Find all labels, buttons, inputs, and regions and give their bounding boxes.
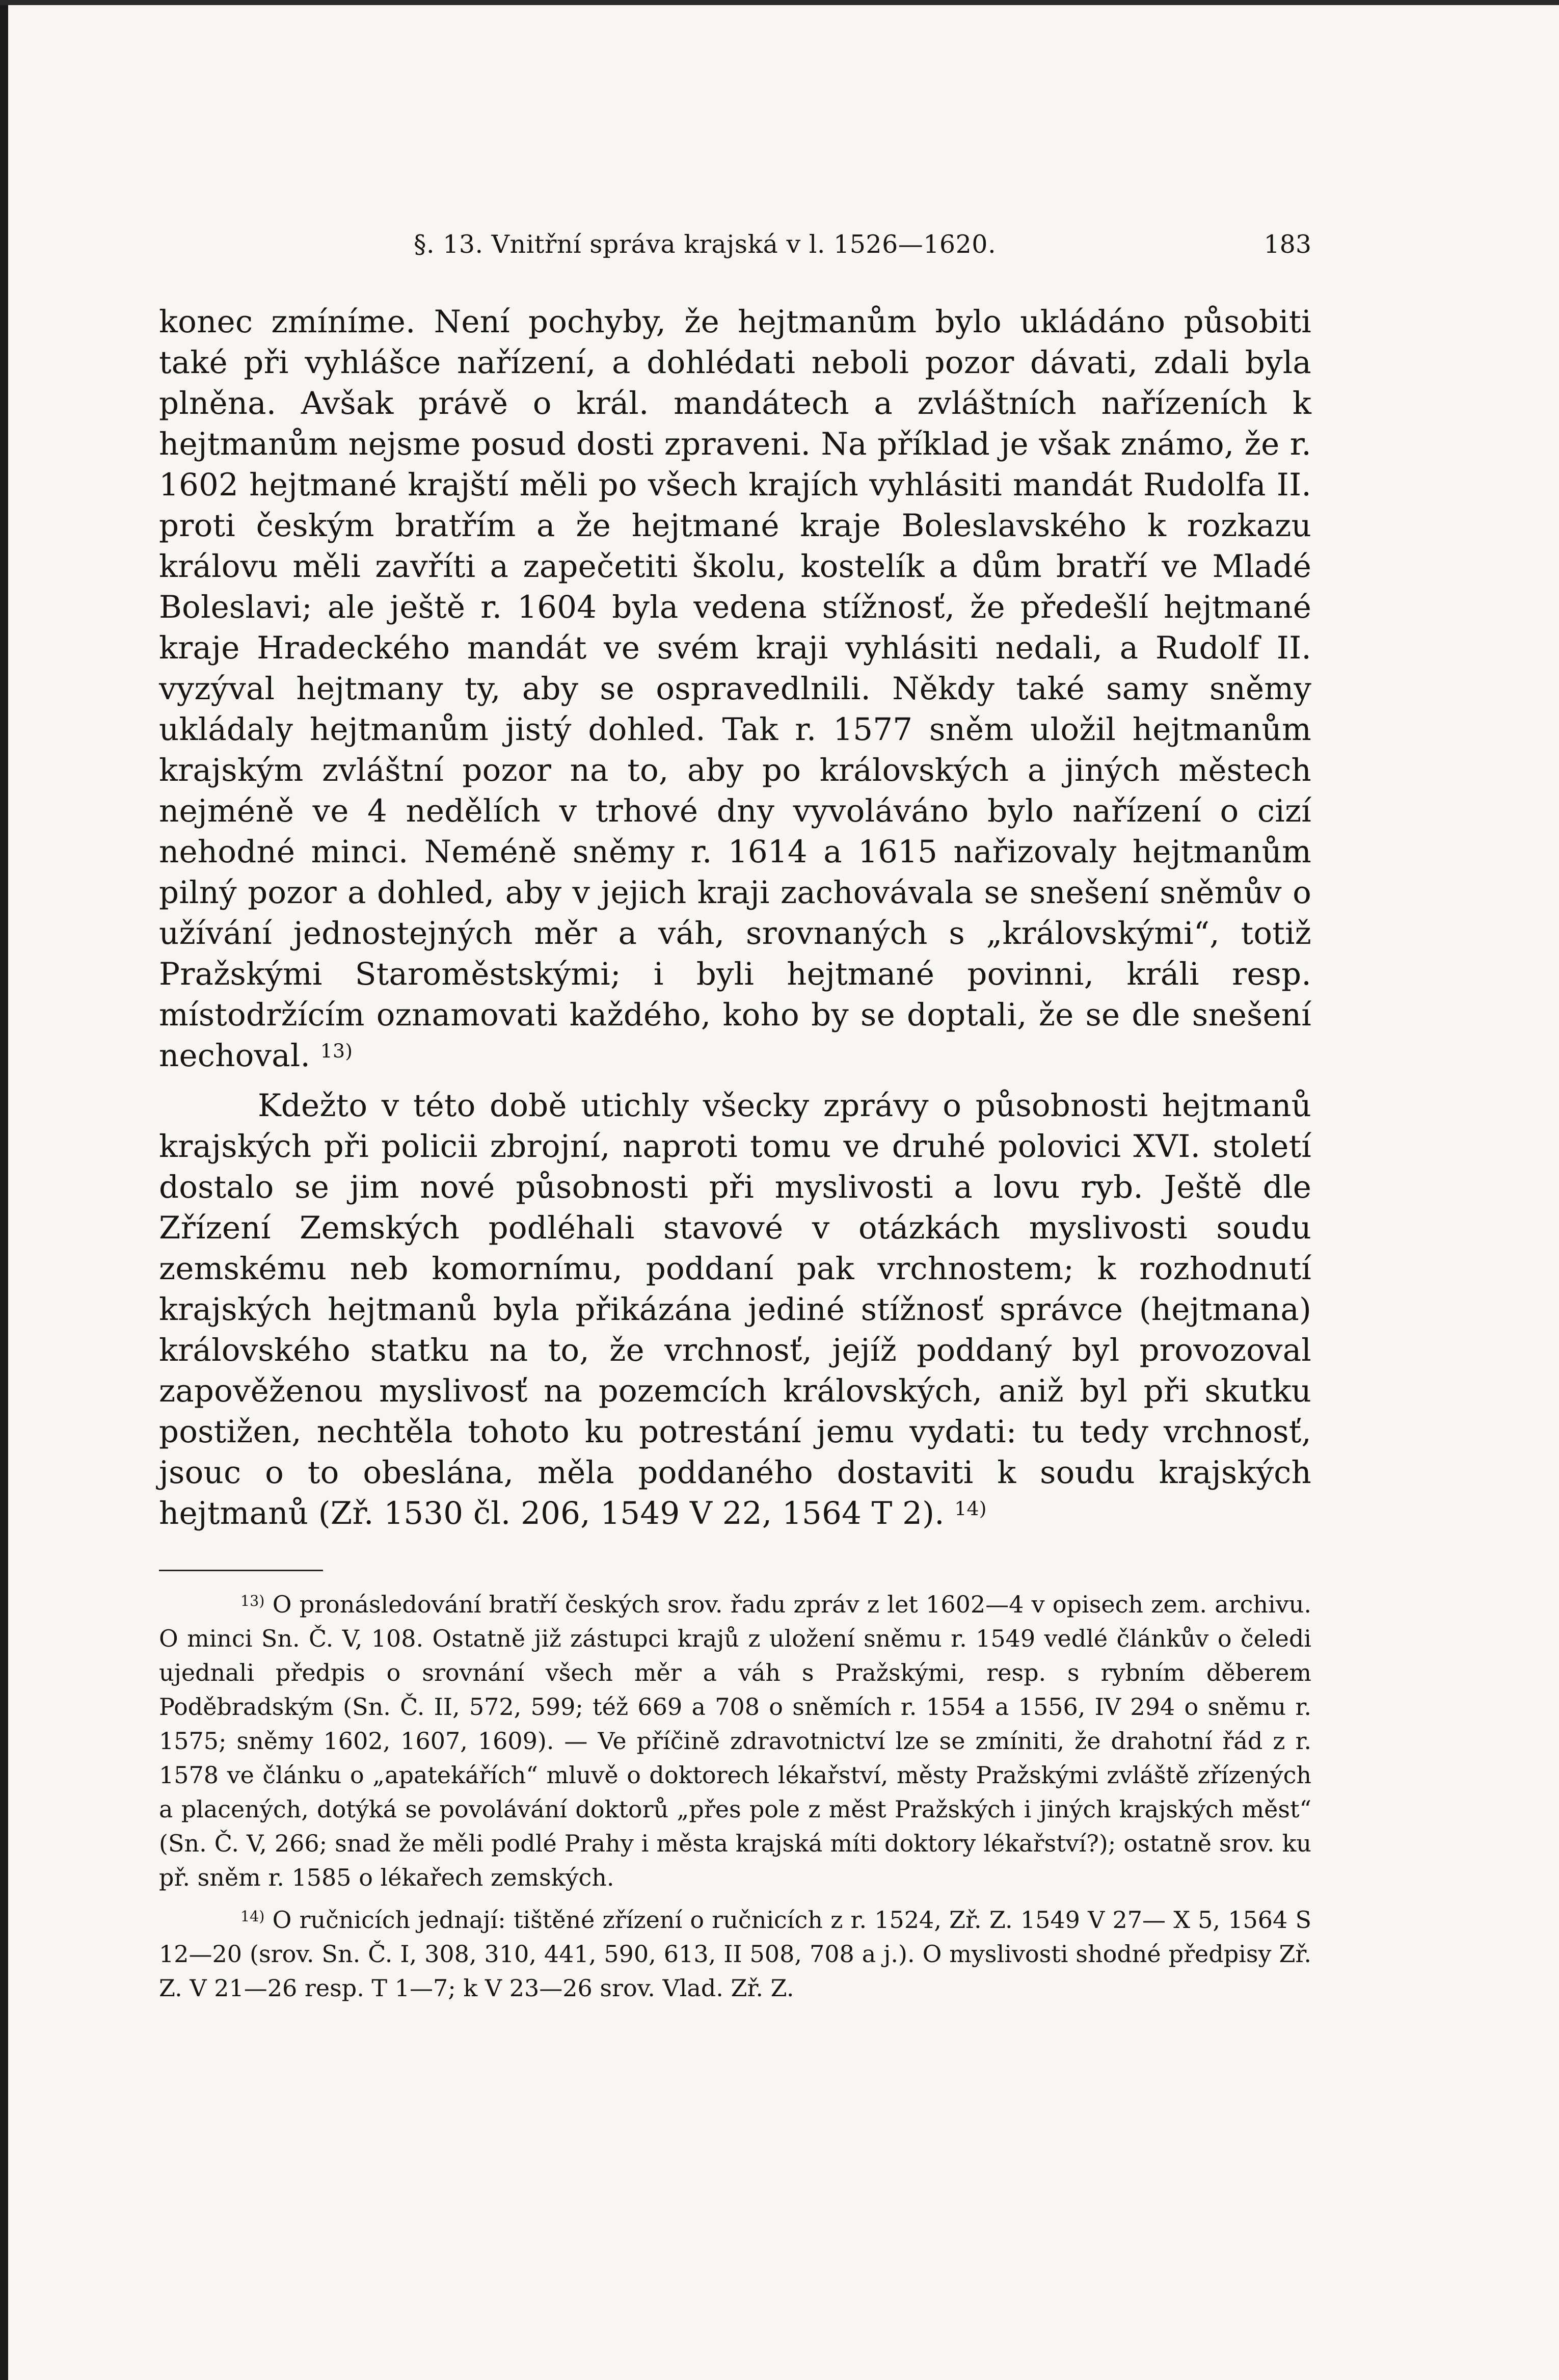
footnote-marker: 13): [240, 1593, 265, 1610]
book-page: [159, 224, 1311, 2005]
scan-top-edge: [0, 0, 1559, 5]
footnote-text: O ručnicích jednají: tištěné zřízení o ručnicích z r. 1524, Zř. Z. 1549 V 27— X 5, 1564 S 12—20 (srov. Sn. Č. I, 308, 310, 441, 590, 613, II 508, 708 a j.). O myslivosti shodné předpisy Zř. Z. V 21—26 resp. T 1—7; k V 23—26 srov. Vlad. Zř. Z.: [159, 1906, 1312, 2002]
paragraph-1: [159, 302, 1311, 1076]
main-text: [159, 302, 1311, 1534]
footnote-ref-13: 13): [320, 1039, 353, 1062]
footnote-divider: [159, 1570, 323, 1571]
footnotes: [159, 1588, 1311, 2005]
footnote-ref-14: 14): [954, 1497, 987, 1520]
footnote-13: [159, 1588, 1311, 1895]
paragraph-2: [159, 1086, 1311, 1534]
footnote-text: O pronásledování bratří českých srov. řadu zpráv z let 1602—4 v opisech zem. archivu. O minci Sn. Č. V, 108. Ostatně již zástupci krajů z uložení sněmu r. 1549 vedlé článkův o čeledi ujednali předpis o srovnání všech měr a váh s Pražskými, resp. s rybním děberem Poděbradským (Sn. Č. II, 572, 599; též 669 a 708 o sněmích r. 1554 a 1556, IV 294 o sněmu r. 1575; sněmy 1602, 1607, 1609). — Ve příčině zdravotnictví lze se zmíniti, že drahotní řád z r. 1578 ve článku o „apatekářích“ mluvě o doktorech lékařství, městy Pražskými zvláště zřízených a placených, dotýká se povolávání doktorů „přes pole z měst Pražských i jiných krajských měst“ (Sn. Č. V, 266; snad že měli podlé Prahy i města krajská míti doktory lékařství?); ostatně srov. ku př. sněm r. 1585 o lékařech zemských.: [159, 1591, 1311, 1891]
running-header: [159, 224, 1311, 265]
footnote-marker: 14): [240, 1908, 265, 1925]
paragraph-1-text: konec zmíníme. Není pochyby, že hejtmanům bylo ukládáno působiti také při vyhlášce nařízení, a dohlédati neboli pozor dávati, zdali byla plněna. Avšak právě o král. mandátech a zvláštních nařízeních k hejtmanům nejsme posud dosti zpraveni. Na příklad je však známo, že r. 1602 hejtmané krajští měli po všech krajích vyhlásiti mandát Rudolfa II. proti českým bratřím a že hejtmané kraje Boleslavského k rozkazu královu měli zavříti a zapečetiti školu, kostelík a dům bratří ve Mladé Boleslavi; ale ještě r. 1604 byla vedena stížnosť, že předešlí hejtmané kraje Hradeckého mandát ve svém kraji vyhlásiti nedali, a Rudolf II. vyzýval hejtmany ty, aby se ospravedlnili. Někdy také samy sněmy ukládaly hejtmanům jistý dohled. Tak r. 1577 sněm uložil hejtmanům krajským zvláštní pozor na to, aby po královských a jiných městech nejméně ve 4 nedělích v trhové dny vyvoláváno bylo nařízení o cizí nehodné minci. Neméně sněmy r. 1614 a 1615 nařizovaly hejtmanům pilný pozor a dohled, aby v jejich kraji zachovávala se snešení sněmův o užívání jednostejných měr a váh, srovnaných s „královskými“, totiž Pražskými Staroměstskými; i byli hejtmané povinni, králi resp. místodržícím oznamovati každého, koho by se doptali, že se dle snešení nechoval.: [159, 304, 1311, 1074]
section-title: §. 13. Vnitřní správa krajská v l. 1526—1620.: [414, 230, 997, 259]
scan-left-edge: [0, 0, 8, 2380]
footnote-14: [159, 1903, 1311, 2005]
page-number: 183: [1264, 230, 1311, 259]
paragraph-2-text: Kdežto v této době utichly všecky zprávy o působnosti hejtmanů krajských při policii zbrojní, naproti tomu ve druhé polovici XVI. století dostalo se jim nové působnosti při myslivosti a lovu ryb. Ještě dle Zřízení Zemských podléhali stavové v otázkách myslivosti soudu zemskému neb komornímu, poddaní pak vrchnostem; k rozhodnutí krajských hejtmanů byla přikázána jediné stížnosť správce (hejtmana) královského statku na to, že vrchnosť, jejíž poddaný byl provozoval zapověženou myslivosť na pozemcích královských, aniž byl při skutku postižen, nechtěla tohoto ku potrestání jemu vydati: tu tedy vrchnosť, jsouc o to obeslána, měla poddaného dostaviti k soudu krajských hejtmanů (Zř. 1530 čl. 206, 1549 V 22, 1564 T 2).: [159, 1088, 1311, 1531]
